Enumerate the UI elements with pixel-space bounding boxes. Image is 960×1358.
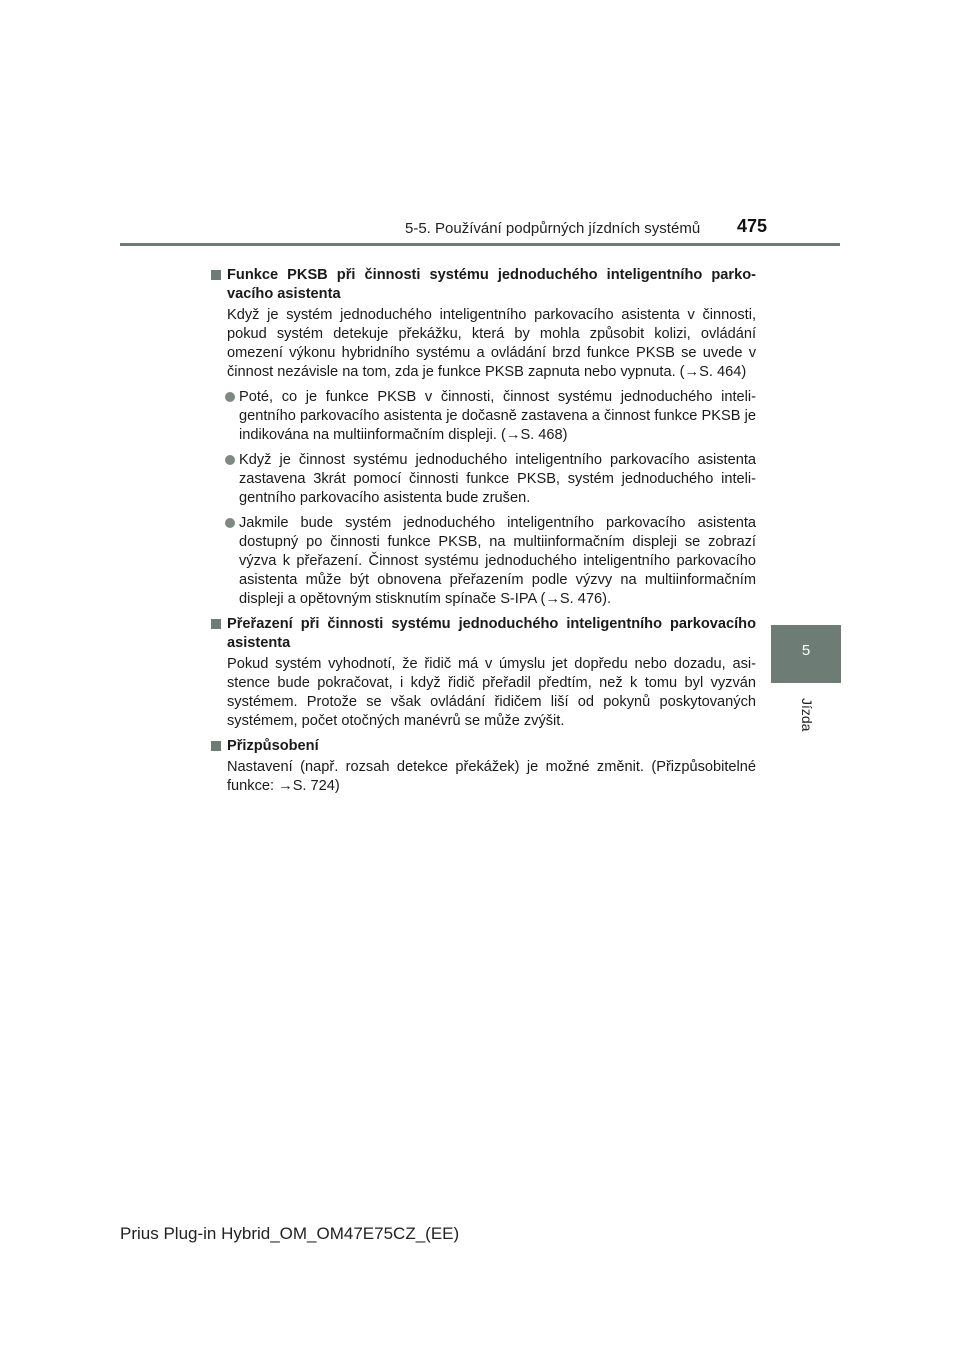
section-heading [211,737,756,756]
chapter-tab [771,625,841,683]
section-shifting [211,615,756,731]
page-content [211,266,756,802]
section-paragraph: Nastavení (např. rozsah detekce překážek) je možné změnit. (Přizpůsobitelné funkce: →S. 724) [227,759,756,794]
section-paragraph: Pokud systém vyhodnotí, že řidič má v úmyslu jet dopředu nebo dozadu, asi-stence bude pokračovat, i když řidič přeřadil předtím, než k tomu byl vyzván systémem. Protože se však ovládání řidičem liší od pokynů poskytovaných systémem, počet otočných manévrů se může zvýšit. [227,656,756,729]
section-heading [211,266,756,304]
list-item [225,451,756,508]
list-item-text: Jakmile bude systém jednoduchého inteligentního parkovacího asistenta dostupný po činnosti funkce PKSB, na multiinformačním displeji se zobrazí výzva k přeřazení. Činnost systému jednoduchého inteligentního parkovacího asistenta může být obnovena přeřazením podle výzvy na multiinformačním displeji a opětovným stisknutím spínače S-IPA (→S. 476). [239,515,756,607]
section-paragraph: Když je systém jednoduchého inteligentního parkovacího asistenta v činnosti, pokud systém detekuje překážku, která by mohla způsobit kolizi, ovládání omezení výkonu hybridního systému a ovládání brzd funkce PKSB se uvede v činnost nezávisle na tom, zda je funkce PKSB zapnuta nebo vypnuta. (→S. 464) [227,307,756,380]
circle-bullet-icon [225,392,235,402]
heading-text: Přizpůsobení [227,738,319,754]
document-footer: Prius Plug-in Hybrid_OM_OM47E75CZ_(EE) [120,1224,460,1243]
list-item [225,388,756,445]
list-item [225,514,756,609]
section-title: 5-5. Používání podpůrných jízdních systémů [405,220,701,237]
circle-bullet-icon [225,518,235,528]
square-bullet-icon [211,741,221,751]
page-number: 475 [737,216,768,236]
chapter-label [783,690,829,750]
circle-bullet-icon [225,455,235,465]
heading-text: Funkce PKSB při činnosti systému jednoduchého inteligentního parko-vacího asistenta [227,267,756,302]
square-bullet-icon [211,270,221,280]
list-item-text: Když je činnost systému jednoduchého inteligentního parkovacího asistenta zastavena 3krát pomocí činnosti funkce PKSB, systém jednoduchého inteli-gentního parkovacího asistenta bude zrušen. [239,452,756,506]
section-customization [211,737,756,796]
section-pksb [211,266,756,609]
chapter-label-text: Jízda [799,698,815,732]
chapter-number: 5 [801,642,811,659]
list-item-text: Poté, co je funkce PKSB v činnosti, činnost systému jednoduchého inteli-gentního parkovacího asistenta je dočasně zastavena a činnost funkce PKSB je indikována na multiinformačním displeji. (→S. 468) [239,389,756,443]
header-divider [120,243,840,246]
square-bullet-icon [211,619,221,629]
heading-text: Přeřazení při činnosti systému jednoduchého inteligentního parkovacího asistenta [227,616,756,651]
section-heading [211,615,756,653]
